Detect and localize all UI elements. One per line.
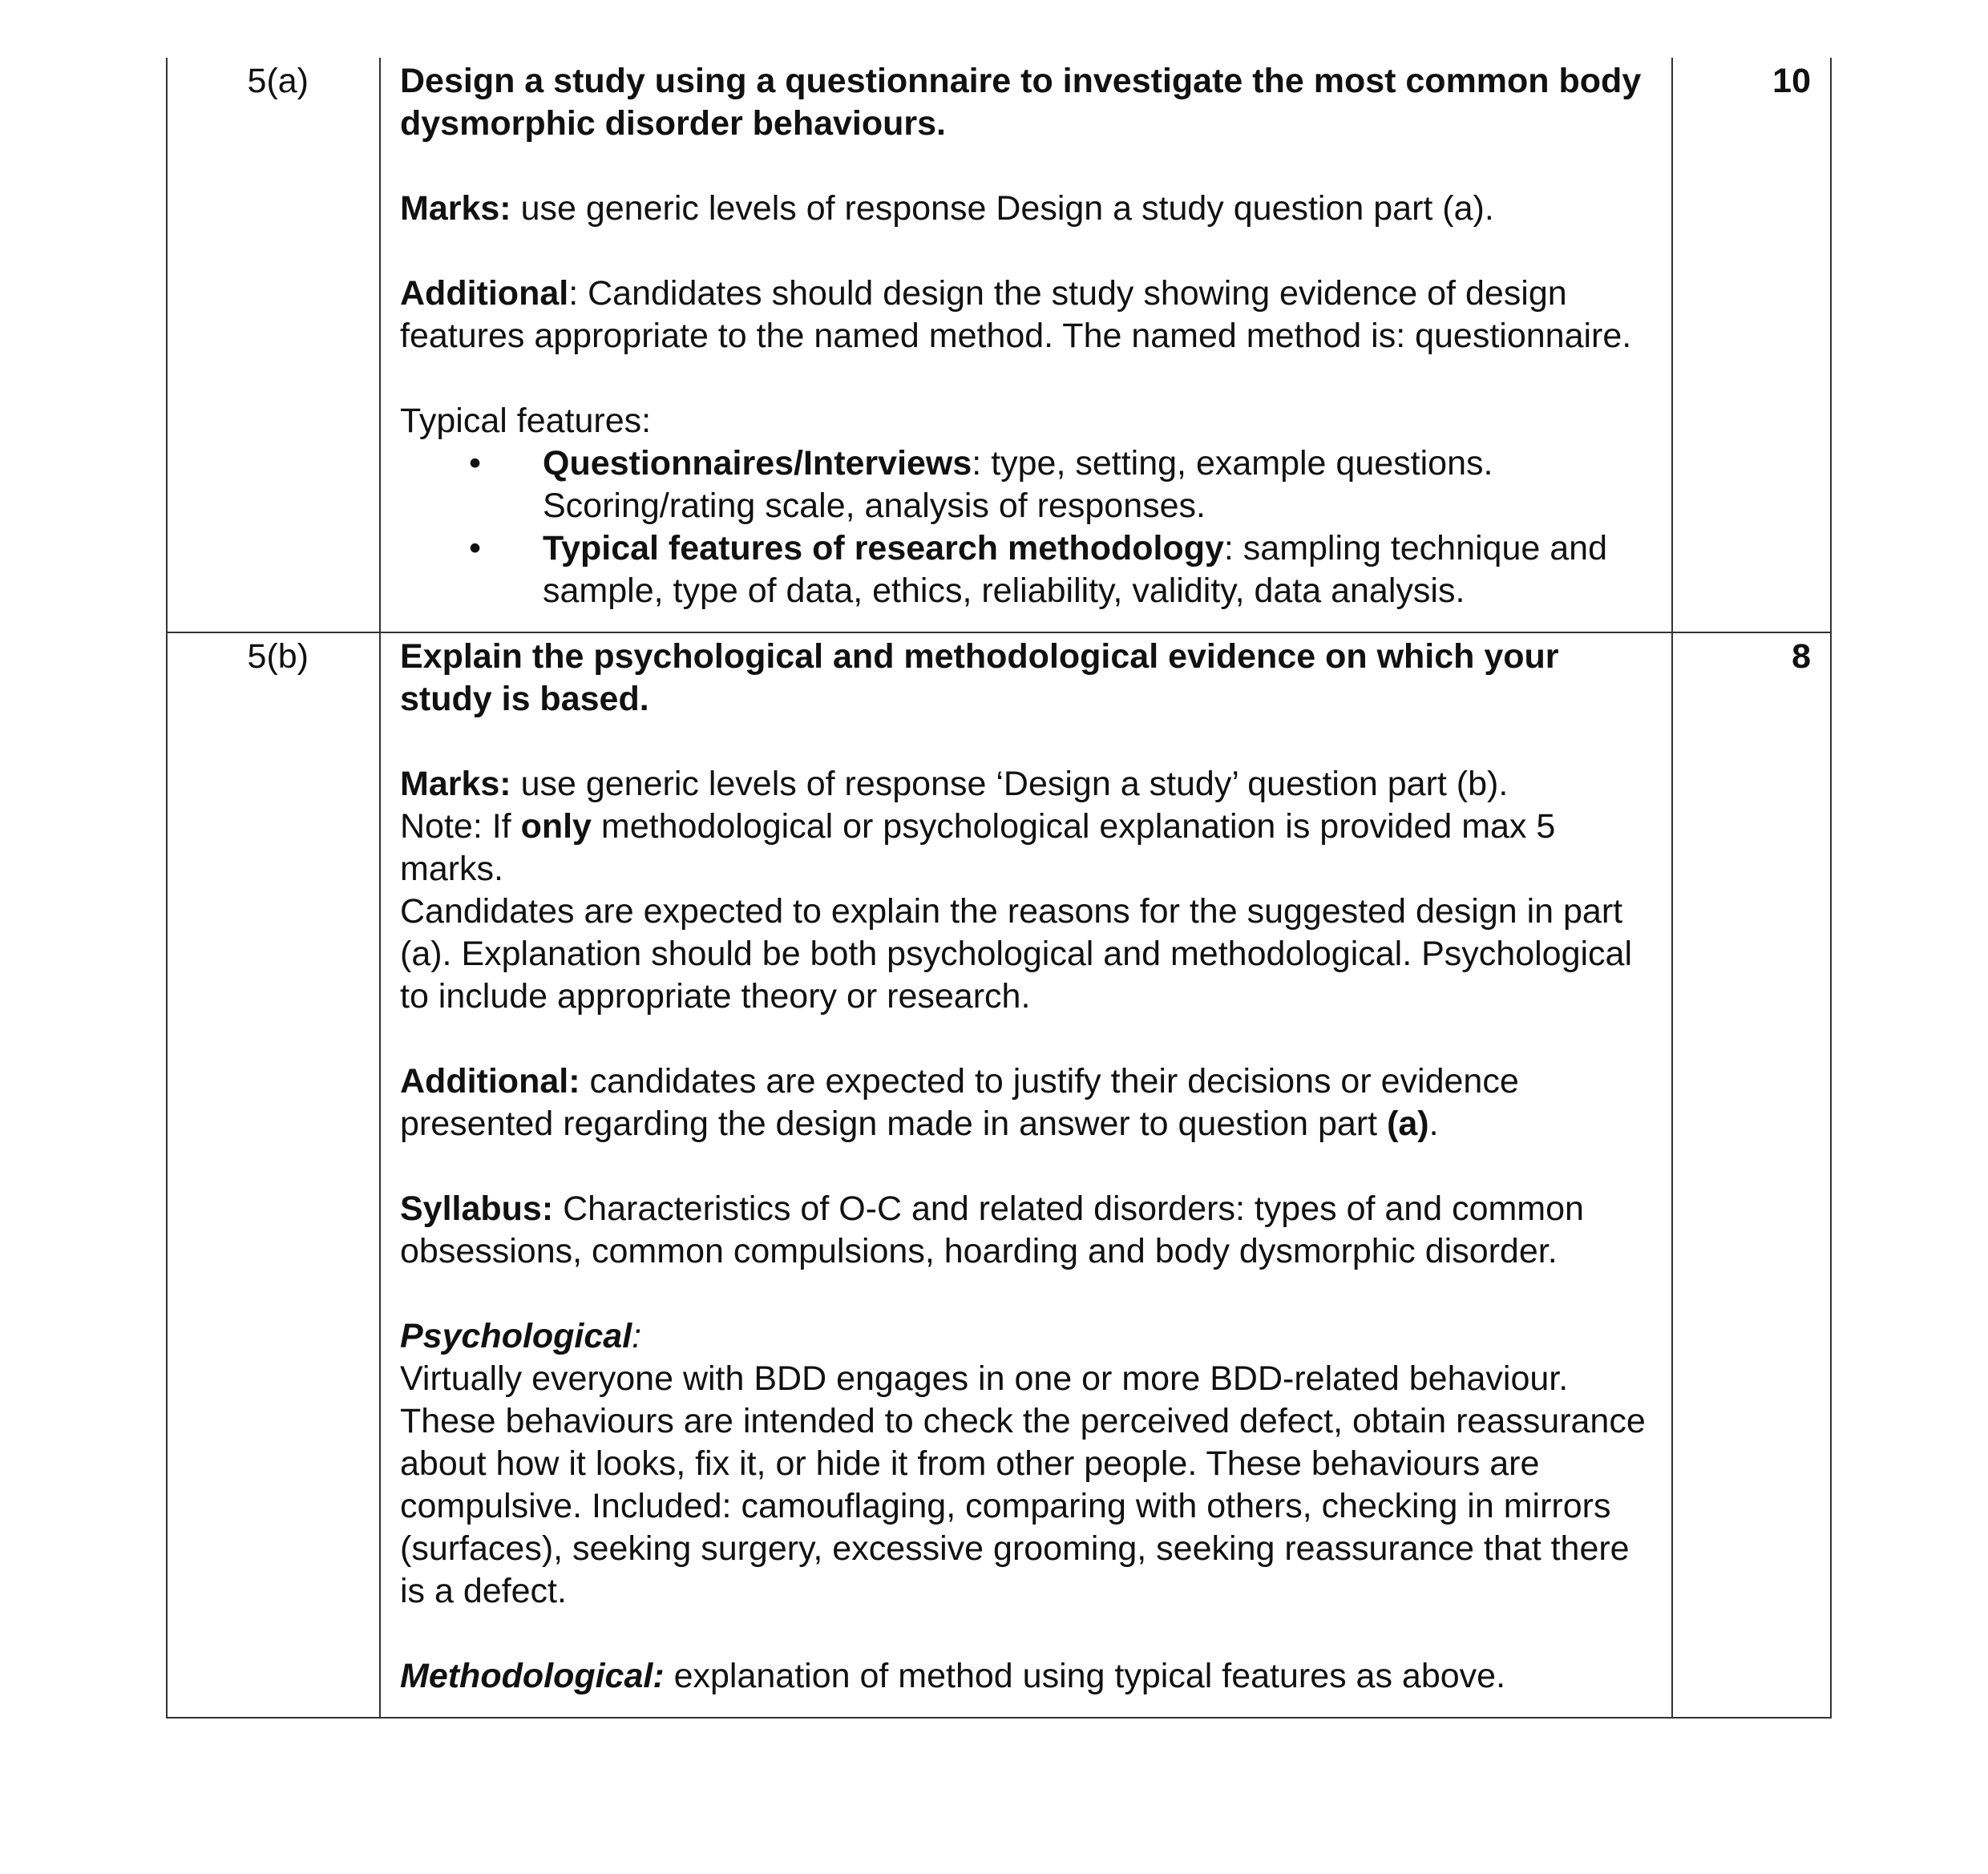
feature-label: Questionnaires/Interviews xyxy=(543,444,972,483)
marks-value: 8 xyxy=(1672,632,1831,1718)
table-row-5b xyxy=(167,632,1831,1718)
feature-text: : type, setting, example questions. Scoring/rating scale, analysis of responses. xyxy=(543,444,1493,525)
answer-cell xyxy=(380,632,1672,1718)
additional-label: Additional: xyxy=(400,1062,580,1101)
additional-note xyxy=(400,1060,1652,1145)
answer-cell xyxy=(380,58,1672,632)
mark-scheme-table xyxy=(166,58,1832,1719)
feature-text: : sampling technique and sample, type of data, ethics, reliability, validity, data analysis. xyxy=(543,529,1607,610)
additional-note xyxy=(400,273,1652,357)
question-text: Design a study using a questionnaire to investigate the most common body dysmorphic disorder behaviours. xyxy=(400,62,1642,143)
additional-text: candidates are expected to justify their decisions or evidence presented regarding the design made in answer to question part xyxy=(400,1062,1519,1143)
psychological-text: Virtually everyone with BDD engages in one or more BDD-related behaviour. These behaviours are intended to check the perceived defect, obtain reassurance about how it looks, fix it, or hide it from other people. These behaviours are compulsive. Included: camouflaging, comparing with others, checking in mirrors (surfaces), seeking surgery, excessive grooming, seeking reassurance that there is a defect. xyxy=(400,1359,1646,1610)
psychological-heading xyxy=(400,1315,1652,1358)
syllabus-text: Characteristics of O-C and related disorders: types of and common obsessions, common compulsions, hoarding and body dysmorphic disorder. xyxy=(400,1189,1584,1270)
additional-label: Additional xyxy=(400,274,569,313)
list-item xyxy=(469,527,1652,612)
feature-list xyxy=(400,442,1652,612)
max-marks-note xyxy=(400,806,1652,891)
typical-features-heading: Typical features: xyxy=(400,402,652,440)
table-row-5a xyxy=(167,58,1831,632)
marks-label: Marks: xyxy=(400,189,511,228)
note-text: Note: If xyxy=(400,807,521,846)
methodological-note xyxy=(400,1655,1652,1698)
additional-part: (a) xyxy=(1387,1105,1429,1143)
list-item xyxy=(469,442,1652,527)
question-number: 5(a) xyxy=(167,58,380,632)
note-text-end: methodological or psychological explanation is provided max 5 marks. xyxy=(400,807,1556,888)
methodological-text: explanation of method using typical features as above. xyxy=(664,1657,1506,1695)
explanation-text: Candidates are expected to explain the reasons for the suggested design in part (a). Explanation should be both psychological and methodological. Psychological to include appropriate theory or research. xyxy=(400,892,1633,1016)
note-emphasis: only xyxy=(520,807,592,846)
marks-note xyxy=(400,188,1652,230)
marks-note xyxy=(400,763,1652,806)
marks-text: use generic levels of response Design a study question part (a). xyxy=(511,189,1494,228)
syllabus-label: Syllabus: xyxy=(400,1189,554,1228)
question-text: Explain the psychological and methodological evidence on which your study is based. xyxy=(400,637,1559,718)
question-number: 5(b) xyxy=(167,632,380,1718)
methodological-label: Methodological: xyxy=(400,1657,665,1695)
marks-label: Marks: xyxy=(400,765,511,803)
bullet-icon: • xyxy=(469,529,482,567)
bullet-icon: • xyxy=(469,444,482,483)
additional-end: . xyxy=(1428,1105,1439,1143)
syllabus-note xyxy=(400,1188,1652,1273)
marks-text: use generic levels of response ‘Design a study’ question part (b). xyxy=(511,765,1509,803)
feature-label: Typical features of research methodology xyxy=(543,529,1224,567)
marks-value: 10 xyxy=(1672,58,1831,632)
additional-text: : Candidates should design the study showing evidence of design features appropriate to the named method. The named method is: questionnaire. xyxy=(400,274,1632,355)
psychological-colon: : xyxy=(632,1317,642,1355)
psychological-label: Psychological xyxy=(400,1317,632,1355)
